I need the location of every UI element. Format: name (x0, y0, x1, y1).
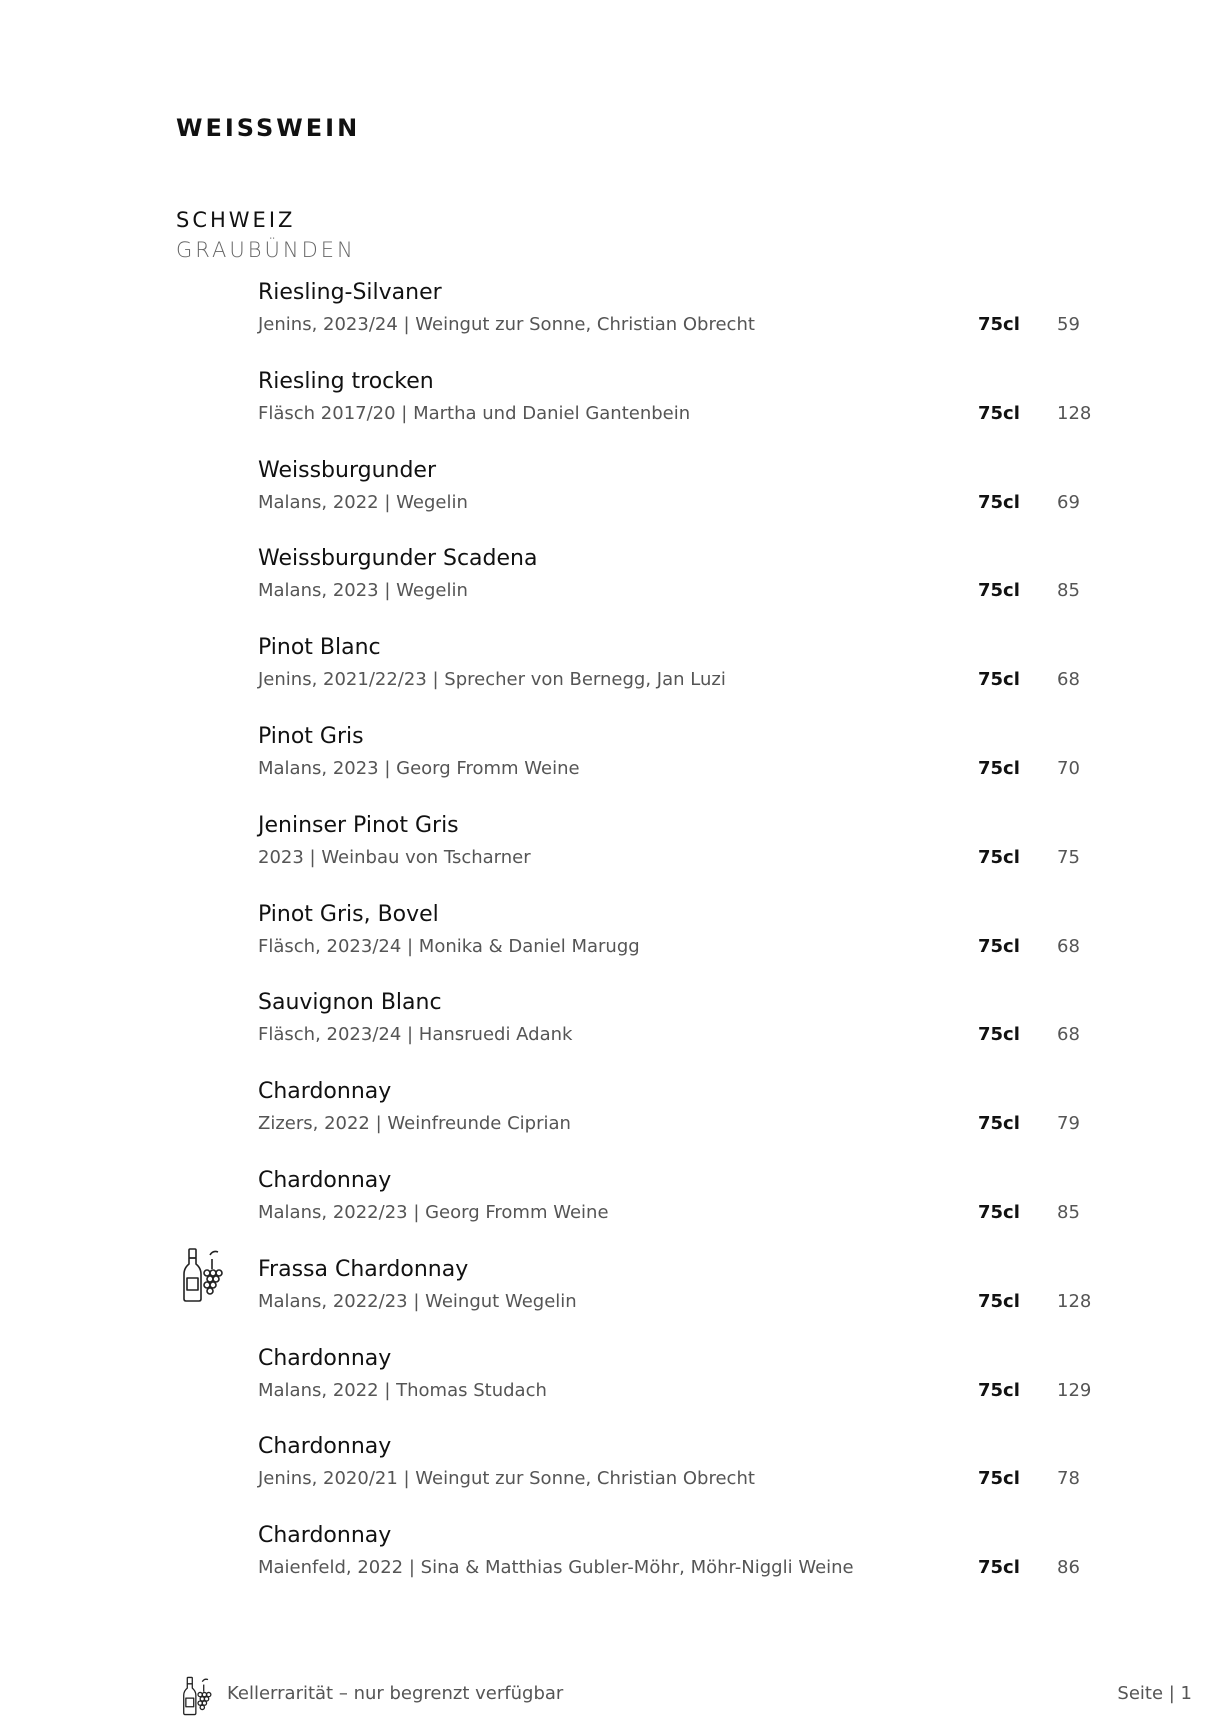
wine-name: Pinot Blanc (258, 635, 381, 661)
wine-price: 68 (1057, 669, 1080, 691)
wine-volume: 75cl (978, 1290, 1020, 1312)
wine-detail: 2023 | Weinbau von Tscharner (258, 846, 531, 868)
wine-name: Chardonnay (258, 1345, 392, 1371)
wine-name: Weissburgunder Scadena (258, 546, 538, 572)
page-number: Seite | 1 (1117, 1683, 1192, 1704)
wine-detail: Jenins, 2023/24 | Weingut zur Sonne, Christian Obrecht (258, 314, 755, 335)
wine-price: 128 (1057, 402, 1092, 424)
wine-detail: Fläsch, 2023/24 | Monika & Daniel Marugg (258, 935, 640, 957)
wine-bottle-grapes-icon (182, 1247, 226, 1303)
wine-price: 70 (1057, 757, 1080, 779)
wine-item (0, 902, 1222, 991)
wine-item (0, 1346, 1222, 1435)
wine-volume: 75cl (978, 846, 1020, 868)
wine-name: Riesling-Silvaner (258, 280, 442, 305)
footer-legend: Kellerrarität – nur begrenzt verfügbar (227, 1683, 564, 1704)
wine-name: Frassa Chardonnay (258, 1256, 469, 1282)
page-title: WEISSWEIN (176, 114, 361, 142)
country-heading: SCHWEIZ (176, 208, 296, 232)
wine-volume: 75cl (978, 669, 1020, 691)
wine-volume: 75cl (978, 314, 1020, 335)
wine-detail: Jenins, 2020/21 | Weingut zur Sonne, Christian Obrecht (258, 1468, 755, 1490)
wine-volume: 75cl (978, 1557, 1020, 1579)
wine-price: 78 (1057, 1468, 1080, 1490)
wine-item (0, 635, 1222, 724)
wine-bottle-grapes-icon (182, 1676, 214, 1716)
wine-volume: 75cl (978, 1201, 1020, 1223)
wine-volume: 75cl (978, 935, 1020, 957)
wine-name: Sauvignon Blanc (258, 990, 442, 1016)
wine-detail: Malans, 2022/23 | Georg Fromm Weine (258, 1201, 609, 1223)
wine-item (0, 990, 1222, 1079)
wine-price: 79 (1057, 1113, 1080, 1135)
wine-volume: 75cl (978, 491, 1020, 513)
wine-list (0, 280, 1222, 1612)
wine-volume: 75cl (978, 1113, 1020, 1135)
wine-detail: Malans, 2023 | Georg Fromm Weine (258, 757, 580, 779)
wine-name: Chardonnay (258, 1167, 392, 1193)
wine-name: Chardonnay (258, 1079, 392, 1105)
wine-price: 59 (1057, 314, 1080, 335)
wine-item-rarity (0, 1257, 1222, 1346)
region-heading: GRAUBÜNDEN (176, 238, 356, 262)
wine-item (0, 1523, 1222, 1612)
wine-detail: Maienfeld, 2022 | Sina & Matthias Gubler-Möhr, Möhr-Niggli Weine (258, 1557, 854, 1579)
wine-item (0, 458, 1222, 547)
wine-item (0, 369, 1222, 458)
wine-volume: 75cl (978, 402, 1020, 424)
wine-detail: Zizers, 2022 | Weinfreunde Ciprian (258, 1113, 571, 1135)
wine-price: 129 (1057, 1379, 1092, 1401)
wine-price: 85 (1057, 1201, 1080, 1223)
wine-detail: Fläsch 2017/20 | Martha und Daniel Gantenbein (258, 402, 691, 424)
wine-detail: Jenins, 2021/22/23 | Sprecher von Bernegg, Jan Luzi (258, 669, 726, 691)
wine-name: Chardonnay (258, 1434, 392, 1460)
wine-volume: 75cl (978, 1468, 1020, 1490)
wine-price: 86 (1057, 1557, 1080, 1579)
wine-price: 128 (1057, 1290, 1092, 1312)
wine-item (0, 546, 1222, 635)
wine-price: 75 (1057, 846, 1080, 868)
wine-price: 85 (1057, 580, 1080, 602)
wine-volume: 75cl (978, 1379, 1020, 1401)
wine-item (0, 813, 1222, 902)
wine-name: Pinot Gris (258, 723, 364, 749)
wine-price: 69 (1057, 491, 1080, 513)
wine-price: 68 (1057, 935, 1080, 957)
wine-item (0, 1434, 1222, 1523)
wine-name: Jeninser Pinot Gris (258, 812, 459, 838)
wine-name: Weissburgunder (258, 457, 436, 483)
wine-name: Pinot Gris, Bovel (258, 901, 439, 927)
wine-volume: 75cl (978, 757, 1020, 779)
wine-name: Riesling trocken (258, 368, 434, 394)
wine-detail: Malans, 2022/23 | Weingut Wegelin (258, 1290, 577, 1312)
wine-price: 68 (1057, 1024, 1080, 1046)
wine-volume: 75cl (978, 580, 1020, 602)
wine-item (0, 724, 1222, 813)
wine-item (0, 1168, 1222, 1257)
wine-volume: 75cl (978, 1024, 1020, 1046)
wine-item (0, 280, 1222, 369)
wine-name: Chardonnay (258, 1523, 392, 1549)
wine-detail: Malans, 2022 | Thomas Studach (258, 1379, 547, 1401)
wine-detail: Malans, 2022 | Wegelin (258, 491, 468, 513)
wine-item (0, 1079, 1222, 1168)
wine-detail: Fläsch, 2023/24 | Hansruedi Adank (258, 1024, 573, 1046)
wine-detail: Malans, 2023 | Wegelin (258, 580, 468, 602)
